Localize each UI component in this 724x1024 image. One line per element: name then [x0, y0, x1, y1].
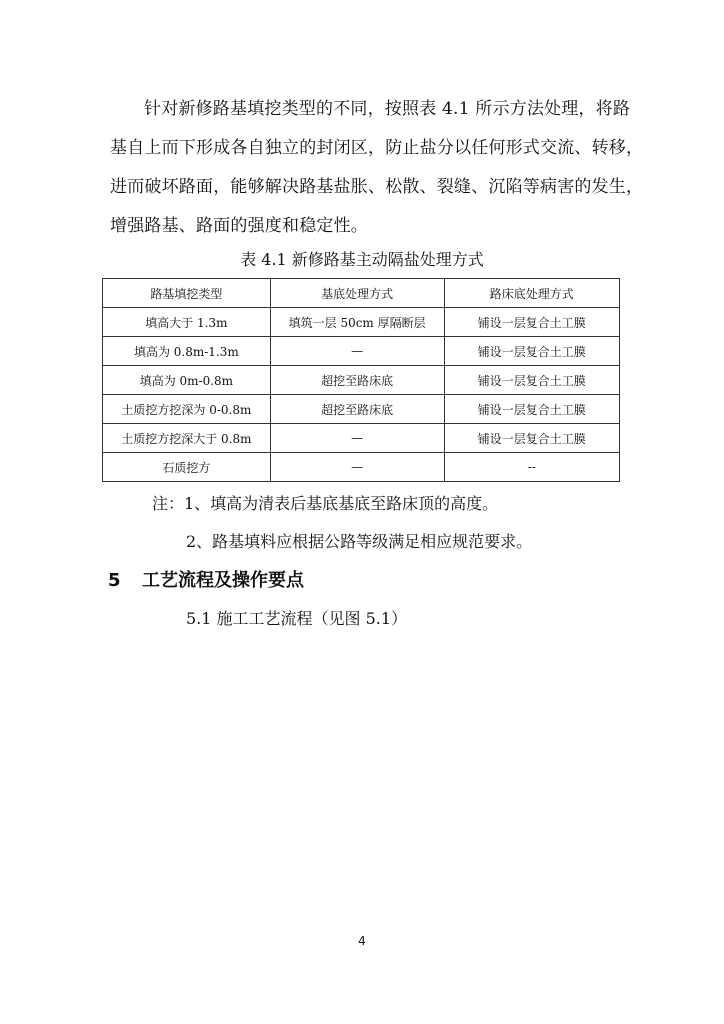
table-row — [103, 453, 620, 482]
table-cell: 石质挖方 — [103, 453, 271, 482]
table-cell: 铺设一层复合土工膜 — [444, 424, 620, 453]
table-cell: 填高大于 1.3m — [103, 308, 271, 337]
page-number: 4 — [358, 934, 366, 948]
table-cell: 铺设一层复合土工膜 — [444, 395, 620, 424]
salt-isolation-table — [102, 278, 620, 482]
table-cell: 填高为 0m-0.8m — [103, 366, 271, 395]
table-cell: 铺设一层复合土工膜 — [444, 308, 620, 337]
table-cell: 土质挖方挖深为 0-0.8m — [103, 395, 271, 424]
paragraph-line: 增强路基、路面的强度和稳定性。 — [110, 216, 368, 236]
table-cell: — — [270, 424, 444, 453]
table-cell: 超挖至路床底 — [270, 366, 444, 395]
table-row — [103, 366, 620, 395]
paragraph-line: 进而破坏路面，能够解决路基盐胀、松散、裂缝、沉陷等病害的发生， — [110, 177, 644, 197]
table-cell: — — [270, 453, 444, 482]
section-title: 工艺流程及操作要点 — [142, 570, 304, 591]
table-cell: 铺设一层复合土工膜 — [444, 366, 620, 395]
table-row — [103, 308, 620, 337]
subsection-heading: 5.1 施工工艺流程（见图 5.1） — [186, 609, 408, 628]
intro-paragraph — [110, 90, 644, 246]
table-caption: 表 4.1 新修路基主动隔盐处理方式 — [240, 250, 484, 269]
paragraph-line: 基自上而下形成各自独立的封闭区，防止盐分以任何形式交流、转移， — [110, 138, 644, 158]
section-heading — [108, 566, 304, 592]
table-cell: 填筑一层 50cm 厚隔断层 — [270, 308, 444, 337]
table-row — [103, 337, 620, 366]
table-cell: 填高为 0.8m-1.3m — [103, 337, 271, 366]
table-row — [103, 424, 620, 453]
header-cell: 基底处理方式 — [270, 279, 444, 308]
paragraph-line: 针对新修路基填挖类型的不同，按照表 4.1 所示方法处理，将路 — [144, 99, 631, 119]
header-cell: 路基填挖类型 — [103, 279, 271, 308]
table-cell: — — [270, 337, 444, 366]
table-header-row — [103, 279, 620, 308]
table-cell: -- — [444, 453, 620, 482]
table-cell: 超挖至路床底 — [270, 395, 444, 424]
table-row — [103, 395, 620, 424]
header-cell: 路床底处理方式 — [444, 279, 620, 308]
section-number: 5 — [108, 570, 121, 591]
table-note-2: 2、路基填料应根据公路等级满足相应规范要求。 — [186, 532, 533, 551]
table-cell: 土质挖方挖深大于 0.8m — [103, 424, 271, 453]
table-cell: 铺设一层复合土工膜 — [444, 337, 620, 366]
table-note-1: 注：1、填高为清表后基底基底至路床顶的高度。 — [152, 494, 499, 513]
